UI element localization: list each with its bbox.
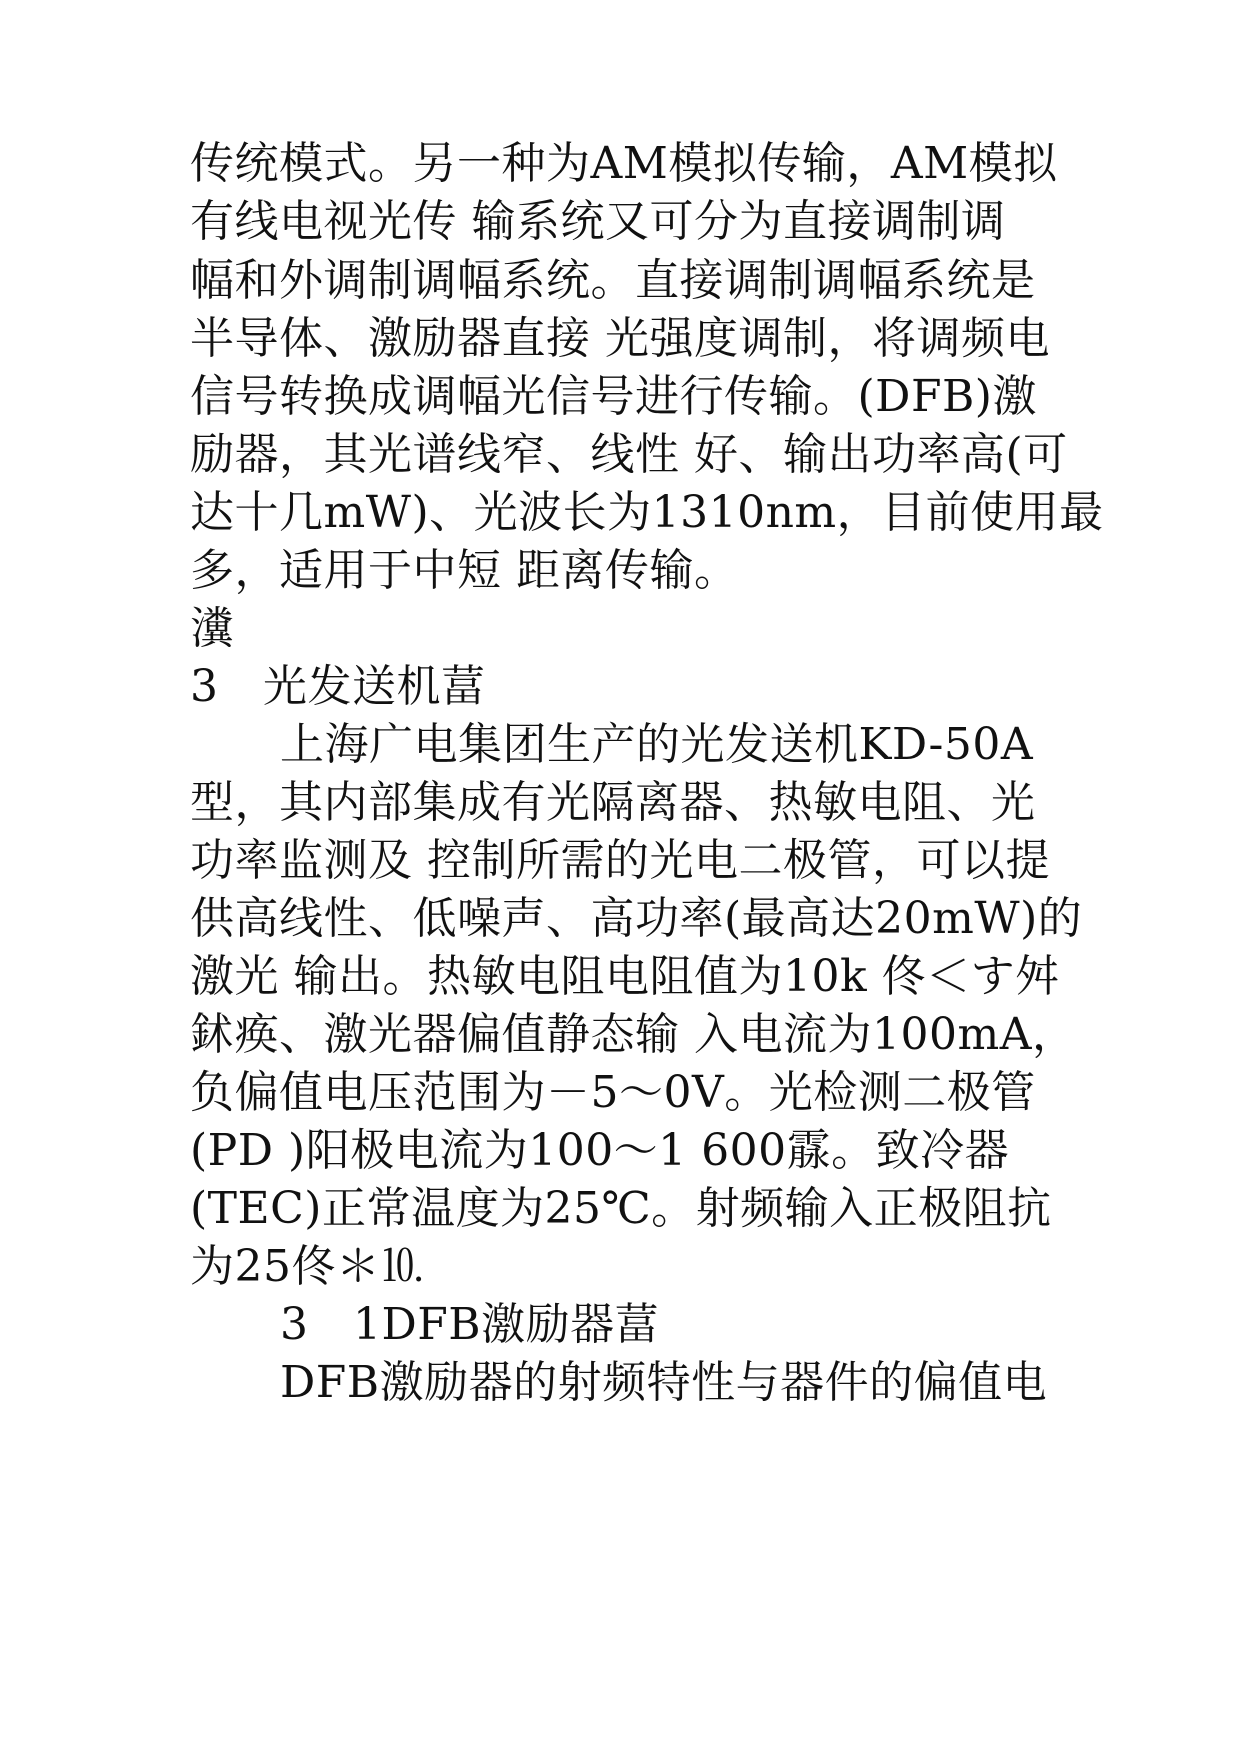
text-line: 多，适用于中短 距离传输。 — [190, 545, 739, 596]
text-line: DFB激励器的射频特性与器件的偏值电 — [280, 1357, 1048, 1408]
text-line: (TEC)正常温度为25℃。射频输入正极阻抗 — [190, 1183, 1052, 1234]
text-line: 传统模式。另一种为AM模拟传输，AM模拟 — [190, 138, 1058, 189]
text-line: 功率监测及 控制所需的光电二极管，可以提 — [190, 835, 1050, 886]
text-line: 型，其内部集成有光隔离器、热敏电阻、光 — [190, 777, 1036, 828]
text-line: 有线电视光传 输系统又可分为直接调制调 — [190, 196, 1006, 247]
text-line: 为25佟＊⒑ — [190, 1241, 425, 1292]
text-line: 负偏值电压范围为－5～0V。光检测二极管 — [190, 1067, 1036, 1118]
text-line: 达十几mW)、光波长为1310nm，目前使用最 — [190, 487, 1104, 538]
section-heading: 3 光发送机葍 — [190, 661, 486, 712]
text-line: 半导体、激励器直接 光强度调制，将调频电 — [190, 313, 1050, 364]
text-line: 瀵 — [190, 603, 235, 654]
text-line: 激光 输出。热敏电阻电阻值为10k 佟＜す舛 — [190, 951, 1060, 1002]
subsection-heading: 3 1DFB激励器葍 — [280, 1299, 660, 1350]
text-line: 鉥痪、激光器偏值静态输 入电流为100mA， — [190, 1009, 1077, 1060]
text-line: 幅和外调制调幅系统。直接调制调幅系统是 — [190, 255, 1036, 306]
text-line: (PD )阳极电流为100～1 600霡。致冷器 — [190, 1125, 1010, 1176]
text-line: 上海广电集团生产的光发送机KD-50A — [280, 719, 1034, 770]
text-line: 供高线性、低噪声、高功率(最高达20mW)的 — [190, 893, 1083, 944]
text-line: 励器，其光谱线窄、线性 好、输出功率高(可 — [190, 429, 1068, 480]
text-line: 信号转换成调幅光信号进行传输。(DFB)激 — [190, 371, 1037, 422]
